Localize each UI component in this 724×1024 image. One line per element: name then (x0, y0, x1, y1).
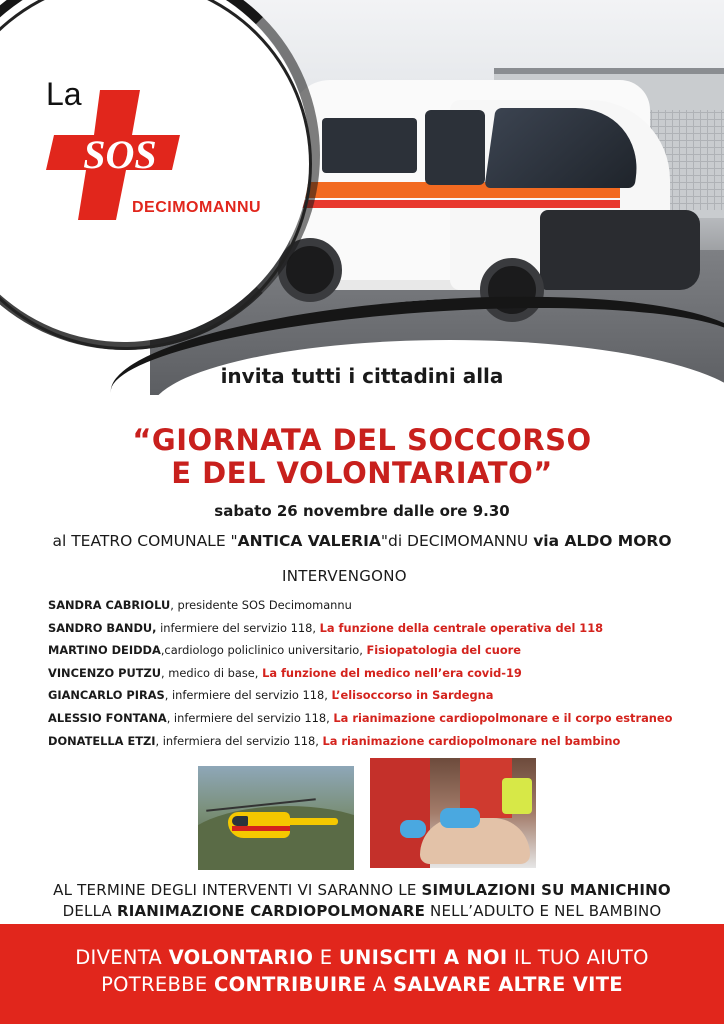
speaker-role: , medico di base, (161, 665, 263, 680)
heli-window (232, 816, 248, 826)
event-title (0, 424, 724, 490)
event-date: sabato 26 novembre dalle ore 9.30 (214, 502, 510, 520)
van-stripe-red (290, 200, 620, 208)
speaker-item (48, 707, 708, 730)
cta-l2-b: CONTRIBUIRE (213, 973, 367, 996)
closing-l1-b: SIMULAZIONI SU MANICHINO (421, 881, 671, 899)
speaker-item (48, 730, 708, 753)
cta-l2-c: A (366, 973, 393, 996)
venue-street: via ALDO MORO (533, 532, 672, 550)
speaker-topic: La funzione del medico nell’era covid-19 (262, 665, 522, 680)
speaker-name: GIANCARLO PIRAS (48, 688, 165, 703)
cta-l2-d: SALVARE ALTRE VITE (392, 973, 623, 996)
closing-l2-a: DELLA (62, 902, 117, 920)
speaker-name: SANDRA CABRIOLU (48, 598, 171, 612)
speaker-role: , infermiera del servizio 118, (155, 733, 323, 748)
speaker-item (48, 594, 708, 617)
event-title-line1: “GIORNATA DEL SOCCORSO (132, 423, 592, 457)
cpr-training-photo (370, 758, 536, 868)
speaker-role: ,cardiologo policlinico universitario, (160, 643, 367, 658)
van-door-window (425, 110, 485, 185)
event-title-line2: E DEL VOLONTARIATO” (171, 456, 553, 490)
cpr-glove (440, 808, 480, 828)
closing-text (0, 880, 724, 922)
venue-name: ANTICA VALERIA (237, 532, 381, 550)
cta-l1-a: DIVENTA (75, 946, 169, 969)
speaker-role: , infermiere del servizio 118, (164, 688, 332, 703)
speaker-role: , infermiere del servizio 118, (166, 710, 334, 725)
speaker-name: ALESSIO FONTANA (48, 710, 167, 725)
cpr-glove-2 (400, 820, 426, 838)
van-front (540, 210, 700, 290)
cta-l2-a: POTREBBE (101, 973, 214, 996)
venue-prefix: al TEATRO COMUNALE " (52, 532, 238, 550)
invite-text: invita tutti i cittadini alla (220, 364, 504, 388)
logo-town: DECIMOMANNU (132, 199, 262, 216)
closing-line2 (0, 901, 724, 922)
logo-prefix: La (46, 76, 82, 112)
speaker-topic: La funzione della centrale operativa del 118 (319, 620, 604, 635)
helicopter-photo (198, 766, 354, 870)
cta-l1-c: E (313, 946, 339, 969)
speaker-item (48, 684, 708, 707)
closing-l1-a: AL TERMINE DEGLI INTERVENTI VI SARANNO LE (53, 881, 422, 899)
speaker-name: SANDRO BANDU, (48, 620, 157, 635)
speaker-item (48, 617, 708, 640)
logo-mark: SOS (83, 132, 157, 177)
speaker-name: DONATELLA ETZI (48, 733, 156, 748)
cta-text (0, 944, 724, 998)
speaker-topic: Fisiopatologia del cuore (366, 643, 522, 658)
closing-l2-b: RIANIMAZIONE CARDIOPOLMONARE (116, 902, 426, 920)
speaker-item (48, 662, 708, 685)
heli-stripe (232, 826, 290, 831)
speaker-topic: La rianimazione cardiopolmonare e il corpo estraneo (333, 710, 673, 725)
speakers-heading: INTERVENGONO (282, 567, 407, 585)
speaker-item (48, 639, 708, 662)
cta-line2 (0, 971, 724, 998)
venue-mid: "di DECIMOMANNU (380, 532, 534, 550)
speaker-name: VINCENZO PUTZU (48, 665, 162, 680)
defibrillator (502, 778, 532, 814)
van-window (322, 118, 417, 173)
event-venue (0, 532, 724, 550)
heli-tail (286, 818, 338, 825)
cta-l1-d: UNISCITI A NOI (338, 946, 508, 969)
speaker-topic: L’elisoccorso in Sardegna (331, 688, 494, 703)
hero-section (0, 0, 724, 420)
speakers-list (48, 594, 708, 752)
speaker-role: infermiere del servizio 118, (156, 620, 320, 635)
speaker-role: , presidente SOS Decimomannu (170, 598, 352, 612)
cta-l1-e: IL TUO AIUTO (507, 946, 649, 969)
speaker-topic: La rianimazione cardiopolmonare nel bambino (322, 733, 621, 748)
closing-l2-c: NELL’ADULTO E NEL BAMBINO (425, 902, 662, 920)
cta-line1 (0, 944, 724, 971)
closing-line1 (0, 880, 724, 901)
speaker-name: MARTINO DEIDDA (48, 643, 161, 658)
cta-l1-b: VOLONTARIO (168, 946, 314, 969)
